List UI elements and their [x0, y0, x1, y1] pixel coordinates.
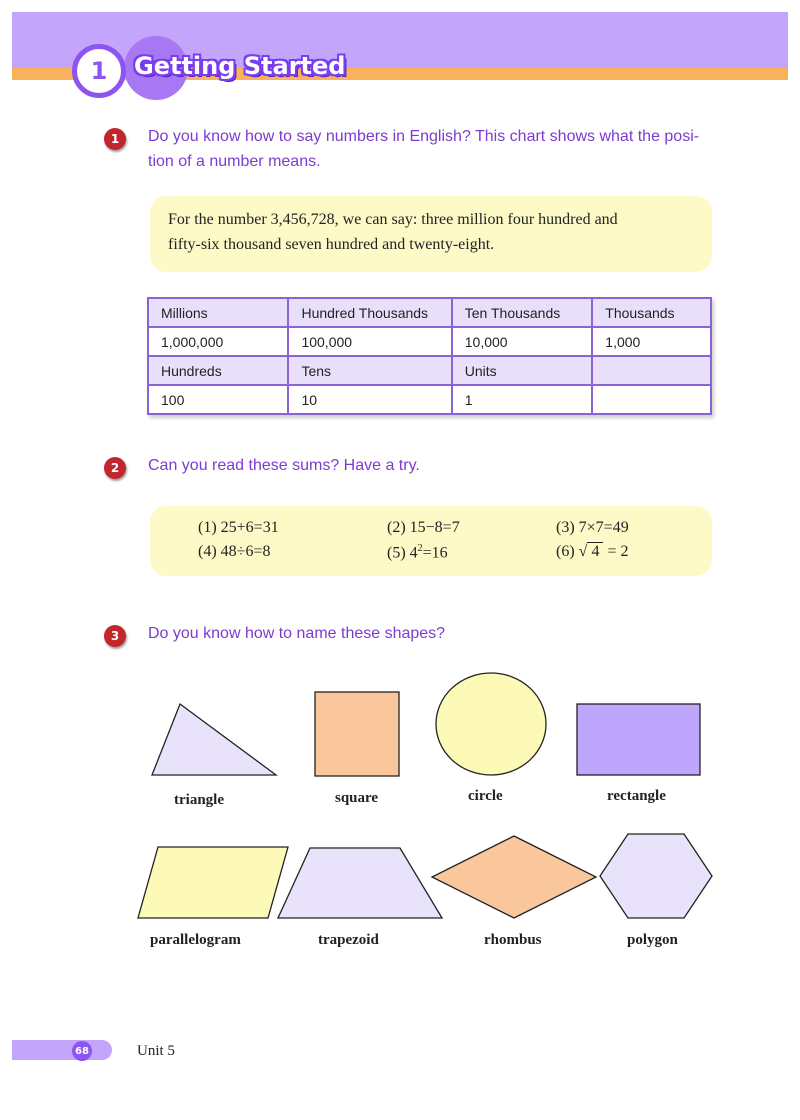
sum-label: (6) — [556, 543, 575, 560]
shape-label-parallelogram: parallelogram — [150, 932, 241, 948]
table-cell: 100 — [148, 385, 288, 414]
sum-expression: 7×7=49 — [578, 519, 629, 536]
triangle-shape — [152, 704, 276, 775]
sqrt-radicand: 4 — [587, 542, 603, 560]
sum-label: (1) — [198, 519, 217, 536]
footer-bar — [12, 1040, 112, 1060]
parallelogram-shape — [138, 847, 288, 918]
question-2-text: Can you read these sums? Have a try. — [148, 457, 420, 474]
table-cell: 10 — [288, 385, 451, 414]
rectangle-shape — [577, 704, 700, 775]
page-number: 68 — [72, 1041, 92, 1061]
example-line-1: For the number 3,456,728, we can say: three million four hundred and — [168, 211, 618, 228]
sqrt-sign: √ — [578, 543, 588, 560]
sum-expression: 48÷6=8 — [220, 543, 271, 560]
sum-label: (4) — [198, 543, 217, 560]
hexagon-polygon-shape — [600, 834, 712, 918]
shape-label-square: square — [335, 790, 379, 806]
question-1-marker: 1 — [104, 128, 126, 150]
table-cell: 100,000 — [288, 327, 451, 356]
table-cell: Tens — [288, 356, 451, 385]
shape-label-triangle: triangle — [174, 792, 224, 808]
table-cell: 1 — [452, 385, 593, 414]
unit-label: Unit 5 — [137, 1043, 175, 1059]
table-cell: Hundreds — [148, 356, 288, 385]
sum-label: (2) — [387, 519, 406, 536]
table-cell: Units — [452, 356, 593, 385]
section-title: Getting Started — [134, 52, 346, 80]
sum-power-exponent: 2 — [417, 543, 423, 554]
table-cell: 10,000 — [452, 327, 593, 356]
table-cell: 1,000 — [592, 327, 711, 356]
sum-expression: 15−8=7 — [409, 519, 460, 536]
shape-label-rhombus: rhombus — [484, 932, 542, 948]
shape-label-trapezoid: trapezoid — [318, 932, 379, 948]
trapezoid-shape — [278, 848, 442, 918]
sum-label: (5) — [387, 544, 406, 562]
question-1-line-1: Do you know how to say numbers in English? This chart shows what the posi- — [148, 128, 700, 145]
table-cell: 1,000,000 — [148, 327, 288, 356]
table-cell: Thousands — [592, 298, 711, 327]
table-cell: Hundred Thousands — [288, 298, 451, 327]
question-1-line-2: tion of a number means. — [148, 153, 321, 170]
shape-label-rectangle: rectangle — [607, 788, 666, 804]
sum-result: =16 — [422, 544, 448, 562]
rhombus-shape — [432, 836, 596, 918]
table-cell: Ten Thousands — [452, 298, 593, 327]
shape-label-circle: circle — [468, 788, 503, 804]
shape-label-polygon: polygon — [627, 932, 678, 948]
question-2-marker: 2 — [104, 457, 126, 479]
sum-label: (3) — [556, 519, 575, 536]
section-number: 1 — [90, 57, 108, 85]
question-3-marker: 3 — [104, 625, 126, 647]
question-3-text: Do you know how to name these shapes? — [148, 625, 446, 642]
table-cell: Millions — [148, 298, 288, 327]
example-line-2: fifty-six thousand seven hundred and twenty-eight. — [168, 236, 495, 253]
square-shape — [315, 692, 399, 776]
circle-shape — [436, 673, 546, 775]
sum-power-base: 4 — [409, 544, 418, 562]
sum-expression: 25+6=31 — [220, 519, 279, 536]
sum-result: = 2 — [603, 543, 629, 560]
